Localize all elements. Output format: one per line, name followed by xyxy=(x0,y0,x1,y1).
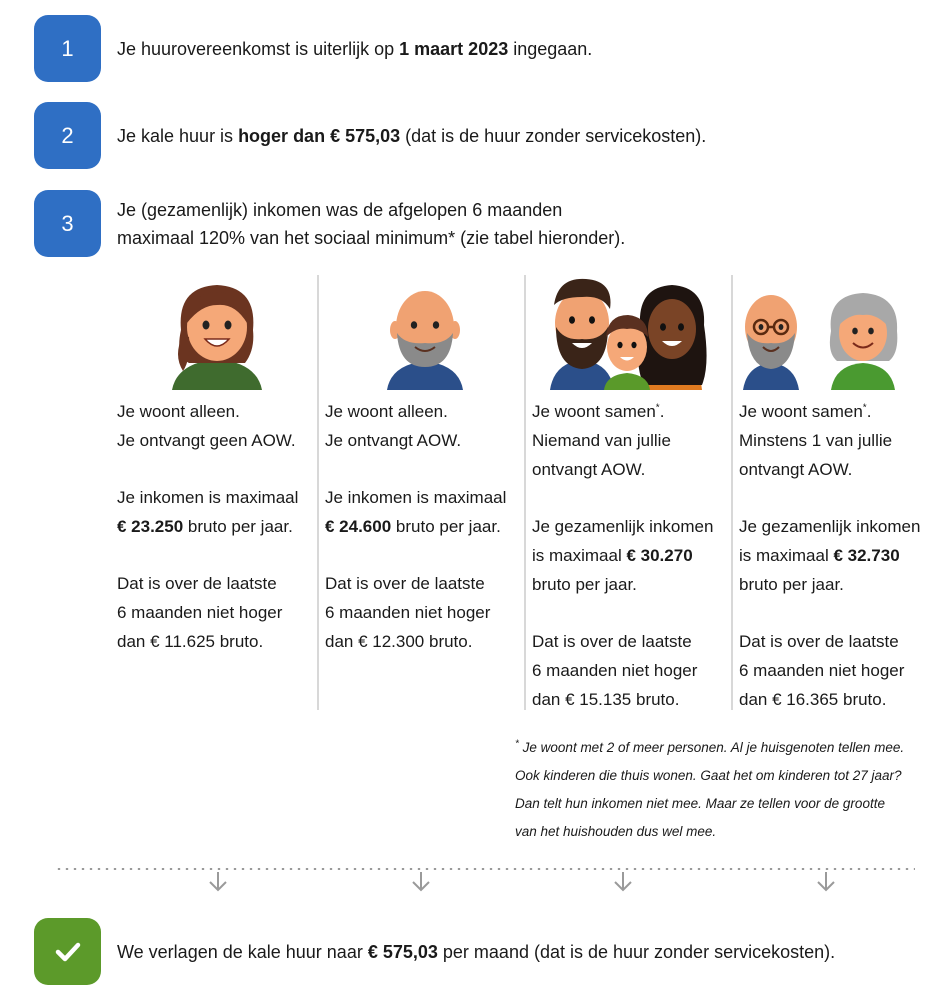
half-year-text: Dat is over de laatste xyxy=(532,632,692,651)
footnote-line: Je woont met 2 of meer personen. Al je huisgenoten tellen mee. xyxy=(518,740,905,755)
step-number-badge: 1 xyxy=(34,15,101,82)
woman-avatar xyxy=(117,275,317,390)
footnote-marker: * xyxy=(515,738,519,750)
income-unit: bruto per jaar. xyxy=(739,575,844,594)
step-text-part: Je kale huur is xyxy=(117,125,239,146)
half-year-text: 6 maanden niet hoger xyxy=(532,661,698,680)
step-text-part: (dat is de huur zonder servicekosten). xyxy=(400,125,707,146)
income-max-amount: € 32.730 xyxy=(833,546,900,565)
half-year-amount: dan € 11.625 bruto. xyxy=(117,632,264,651)
footnote-marker: * xyxy=(655,402,660,414)
result-text xyxy=(117,938,835,966)
household-type-text: Je woont samen xyxy=(739,402,863,421)
income-unit: bruto per jaar. xyxy=(183,517,293,536)
result-text-part: per maand (dat is de huur zonder servicekosten). xyxy=(437,941,836,962)
step-text-line: maximaal 120% van het sociaal minimum* (zie tabel hieronder). xyxy=(117,227,626,248)
household-column-together-no-aow xyxy=(532,275,732,710)
income-label: is maximaal xyxy=(739,546,834,565)
half-year-text: Dat is over de laatste xyxy=(325,574,485,593)
half-year-text: 6 maanden niet hoger xyxy=(325,603,491,622)
step-text xyxy=(117,196,625,252)
income-label: Je inkomen is maximaal xyxy=(325,488,507,507)
income-max-amount: € 23.250 xyxy=(117,517,184,536)
footnote-line: Dan telt hun inkomen niet mee. Maar ze tellen voor de grootte xyxy=(515,796,885,811)
income-max-amount: € 30.270 xyxy=(626,546,693,565)
step-1 xyxy=(34,15,592,82)
aow-status: ontvangt AOW. xyxy=(739,460,853,479)
aow-status: Je ontvangt AOW. xyxy=(325,431,462,450)
result-badge xyxy=(34,918,101,985)
chevron-down-icon xyxy=(814,870,838,894)
income-unit: bruto per jaar. xyxy=(532,575,637,594)
elderly-couple-avatar xyxy=(739,275,939,390)
result-text-part: We verlagen de kale huur naar xyxy=(117,941,368,962)
column-text xyxy=(325,397,525,684)
column-text xyxy=(532,397,732,742)
income-label: Je inkomen is maximaal xyxy=(117,488,299,507)
household-type-text: Je woont samen xyxy=(532,402,656,421)
household-type: Je woont alleen. xyxy=(325,402,448,421)
older-man-avatar xyxy=(325,275,525,390)
result xyxy=(34,918,835,985)
footnote-marker: * xyxy=(862,402,867,414)
chevron-down-icon xyxy=(206,870,230,894)
chevron-down-icon xyxy=(409,870,433,894)
column-divider xyxy=(524,275,526,710)
household-type-period: . xyxy=(659,402,665,421)
household-column-single-no-aow xyxy=(117,275,317,710)
aow-status: Minstens 1 van jullie xyxy=(739,431,893,450)
half-year-amount: dan € 16.365 bruto. xyxy=(739,690,887,709)
step-2 xyxy=(34,102,706,169)
step-text-bold: 1 maart 2023 xyxy=(399,38,509,59)
income-unit: bruto per jaar. xyxy=(391,517,501,536)
footnote-line: van het huishouden dus wel mee. xyxy=(515,824,717,839)
aow-status: ontvangt AOW. xyxy=(532,460,646,479)
half-year-text: 6 maanden niet hoger xyxy=(117,603,283,622)
column-divider xyxy=(731,275,733,710)
column-text xyxy=(117,397,317,684)
step-text-part: ingegaan. xyxy=(508,38,593,59)
step-text-line: Je (gezamenlijk) inkomen was de afgelopen 6 maanden xyxy=(117,199,563,220)
step-text-part: Je huurovereenkomst is uiterlijk op xyxy=(117,38,400,59)
household-type-period: . xyxy=(866,402,872,421)
household-type xyxy=(739,397,939,426)
half-year-text: 6 maanden niet hoger xyxy=(739,661,905,680)
column-text xyxy=(739,397,939,742)
half-year-text: Dat is over de laatste xyxy=(117,574,277,593)
half-year-text: Dat is over de laatste xyxy=(739,632,899,651)
income-label: Je gezamenlijk inkomen xyxy=(532,517,714,536)
flow-divider xyxy=(55,868,915,870)
half-year-amount: dan € 15.135 bruto. xyxy=(532,690,680,709)
household-type xyxy=(532,397,732,426)
income-label: Je gezamenlijk inkomen xyxy=(739,517,921,536)
step-text-bold: hoger dan € 575,03 xyxy=(238,125,401,146)
step-text xyxy=(117,35,592,63)
income-label: is maximaal xyxy=(532,546,627,565)
household-column-together-aow xyxy=(739,275,939,710)
column-divider xyxy=(317,275,319,710)
footnote xyxy=(515,734,945,846)
result-amount: € 575,03 xyxy=(367,941,438,962)
income-max-amount: € 24.600 xyxy=(325,517,392,536)
step-number-badge: 3 xyxy=(34,190,101,257)
step-text xyxy=(117,122,706,150)
step-number-badge: 2 xyxy=(34,102,101,169)
household-column-single-aow xyxy=(325,275,525,710)
chevron-down-icon xyxy=(611,870,635,894)
aow-status: Je ontvangt geen AOW. xyxy=(117,431,296,450)
family-avatar xyxy=(532,275,732,390)
footnote-line: Ook kinderen die thuis wonen. Gaat het om kinderen tot 27 jaar? xyxy=(515,768,902,783)
aow-status: Niemand van jullie xyxy=(532,431,671,450)
checkmark-icon xyxy=(53,937,83,967)
step-3 xyxy=(34,190,625,257)
half-year-amount: dan € 12.300 bruto. xyxy=(325,632,473,651)
household-type: Je woont alleen. xyxy=(117,402,240,421)
